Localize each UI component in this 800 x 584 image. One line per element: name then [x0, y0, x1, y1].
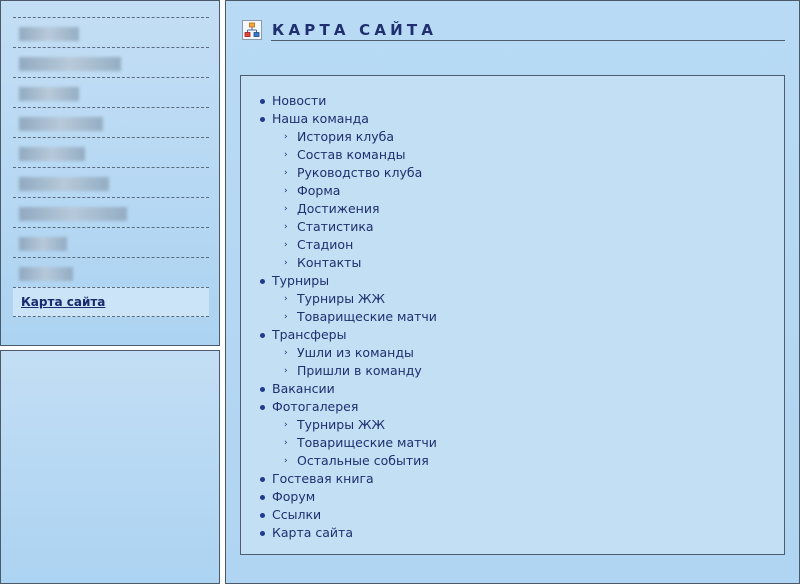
blurred-label — [19, 117, 103, 131]
chevron-right-icon: › — [284, 294, 288, 304]
sitemap-link-label[interactable]: Карта сайта — [272, 525, 353, 540]
bullet-icon — [260, 495, 265, 500]
sitemap-sublink[interactable] — [260, 452, 437, 470]
sitemap-sublink[interactable] — [260, 218, 437, 236]
blurred-label — [19, 267, 73, 281]
sitemap-sublink[interactable] — [260, 290, 437, 308]
bullet-icon — [260, 333, 265, 338]
sitemap-sublink[interactable] — [260, 182, 437, 200]
sidebar-item-4[interactable] — [13, 107, 209, 137]
sitemap-box — [240, 75, 785, 555]
chevron-right-icon: › — [284, 312, 288, 322]
sitemap-link[interactable] — [260, 506, 437, 524]
sidebar-item-sitemap[interactable] — [13, 287, 209, 317]
chevron-right-icon: › — [284, 150, 288, 160]
chevron-right-icon: › — [284, 222, 288, 232]
sitemap-sublink-label[interactable]: Стадион — [297, 237, 354, 252]
sitemap-link[interactable] — [260, 110, 437, 128]
sitemap-link[interactable] — [260, 470, 437, 488]
sitemap-sublink[interactable] — [260, 200, 437, 218]
page-title: КАРТА САЙТА — [272, 21, 438, 39]
sidebar-item-6[interactable] — [13, 167, 209, 197]
sitemap-link[interactable] — [260, 488, 437, 506]
sitemap-link-label[interactable]: Трансферы — [272, 327, 347, 342]
chevron-right-icon: › — [284, 366, 288, 376]
sitemap-list — [260, 92, 437, 542]
sidebar-menu — [13, 17, 209, 317]
sidebar-item-7[interactable] — [13, 197, 209, 227]
sitemap-sublink-label[interactable]: Контакты — [297, 255, 362, 270]
sitemap-sublink[interactable] — [260, 128, 437, 146]
sitemap-sublink[interactable] — [260, 344, 437, 362]
bullet-icon — [260, 387, 265, 392]
sitemap-sublink[interactable] — [260, 146, 437, 164]
sitemap-link[interactable] — [260, 524, 437, 542]
sitemap-sublink-label[interactable]: Турниры ЖЖ — [297, 291, 385, 306]
sitemap-sublink[interactable] — [260, 236, 437, 254]
sitemap-sublink-label[interactable]: Состав команды — [297, 147, 406, 162]
sitemap-link[interactable] — [260, 380, 437, 398]
chevron-right-icon: › — [284, 240, 288, 250]
sitemap-sublink-label[interactable]: Товарищеские матчи — [297, 309, 437, 324]
blurred-label — [19, 177, 109, 191]
sitemap-link-label[interactable]: Новости — [272, 93, 327, 108]
sidebar-item-5[interactable] — [13, 137, 209, 167]
chevron-right-icon: › — [284, 438, 288, 448]
bullet-icon — [260, 99, 265, 104]
blurred-label — [19, 57, 121, 71]
sitemap-sublink[interactable] — [260, 254, 437, 272]
bullet-icon — [260, 477, 265, 482]
sitemap-link-label[interactable]: Турниры — [272, 273, 330, 288]
sitemap-sublink-label[interactable]: Остальные события — [297, 453, 429, 468]
sitemap-link-label[interactable]: Вакансии — [272, 381, 335, 396]
bullet-icon — [260, 405, 265, 410]
sitemap-sublink[interactable] — [260, 362, 437, 380]
sitemap-sublink-label[interactable]: Руководство клуба — [297, 165, 423, 180]
blurred-label — [19, 87, 79, 101]
chevron-right-icon: › — [284, 456, 288, 466]
blurred-label — [19, 207, 127, 221]
sitemap-sublink-label[interactable]: История клуба — [297, 129, 395, 144]
sitemap-link[interactable] — [260, 398, 437, 416]
sidebar-item-3[interactable] — [13, 77, 209, 107]
chevron-right-icon: › — [284, 420, 288, 430]
title-underline — [271, 40, 785, 41]
sitemap-link-label[interactable]: Фотогалерея — [272, 399, 359, 414]
sidebar-box — [0, 350, 220, 584]
chevron-right-icon: › — [284, 204, 288, 214]
sidebar-item-8[interactable] — [13, 227, 209, 257]
sitemap-sublink-label[interactable]: Товарищеские матчи — [297, 435, 437, 450]
sitemap-sublink-label[interactable]: Турниры ЖЖ — [297, 417, 385, 432]
chevron-right-icon: › — [284, 258, 288, 268]
blurred-label — [19, 147, 85, 161]
chevron-right-icon: › — [284, 168, 288, 178]
sitemap-link[interactable] — [260, 92, 437, 110]
sidebar-item-2[interactable] — [13, 47, 209, 77]
bullet-icon — [260, 531, 265, 536]
sitemap-sublink-label[interactable]: Достижения — [297, 201, 380, 216]
sitemap-sublink-label[interactable]: Ушли из команды — [297, 345, 414, 360]
chevron-right-icon: › — [284, 132, 288, 142]
sitemap-sublink[interactable] — [260, 416, 437, 434]
sitemap-link[interactable] — [260, 326, 437, 344]
sitemap-link-label[interactable]: Наша команда — [272, 111, 369, 126]
chevron-right-icon: › — [284, 186, 288, 196]
bullet-icon — [260, 513, 265, 518]
sidebar-item-9[interactable] — [13, 257, 209, 287]
sidebar-item-label[interactable]: Карта сайта — [21, 295, 106, 309]
sitemap-sublink[interactable] — [260, 434, 437, 452]
blurred-label — [19, 27, 79, 41]
blurred-label — [19, 237, 67, 251]
sitemap-link[interactable] — [260, 272, 437, 290]
sitemap-sublink[interactable] — [260, 164, 437, 182]
sitemap-sublink-label[interactable]: Статистика — [297, 219, 374, 234]
sidebar-item-1[interactable] — [13, 17, 209, 47]
bullet-icon — [260, 279, 265, 284]
sidebar-nav — [0, 0, 220, 346]
sitemap-sublink[interactable] — [260, 308, 437, 326]
bullet-icon — [260, 117, 265, 122]
sitemap-link-label[interactable]: Ссылки — [272, 507, 322, 522]
sitemap-sublink-label[interactable]: Форма — [297, 183, 341, 198]
sitemap-link-label[interactable]: Форум — [272, 489, 316, 504]
chevron-right-icon: › — [284, 348, 288, 358]
sitemap-icon — [242, 20, 262, 40]
sitemap-link-label[interactable]: Гостевая книга — [272, 471, 374, 486]
sitemap-sublink-label[interactable]: Пришли в команду — [297, 363, 422, 378]
